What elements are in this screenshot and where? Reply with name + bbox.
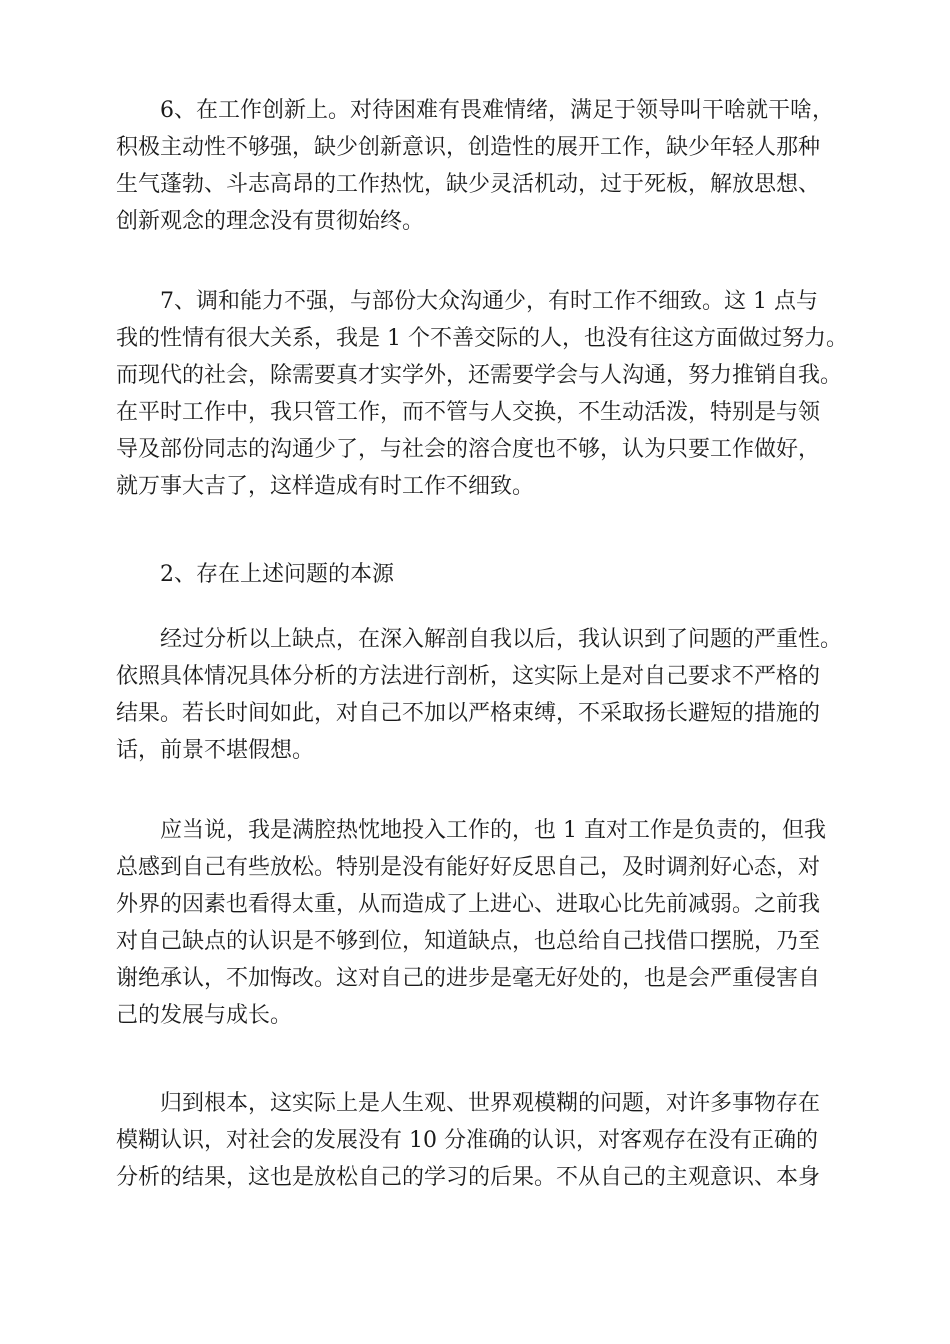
- text-line: 话，前景不堪假想。: [116, 738, 315, 763]
- text-line: 归到根本，这实际上是人生观、世界观模糊的问题，对许多事物存在: [160, 1091, 821, 1116]
- text-line: 己的发展与成长。: [116, 1003, 293, 1028]
- text-line: 依照具体情况具体分析的方法进行剖析，这实际上是对自己要求不严格的: [116, 664, 821, 689]
- paragraph-root-cause: [116, 1085, 836, 1196]
- section-heading: [116, 556, 836, 593]
- text-line: 6、在工作创新上。对待困难有畏难情绪，满足于领导叫干啥就干啥，: [160, 98, 834, 123]
- text-line: 2、存在上述问题的本源: [160, 562, 394, 587]
- text-line: 对自己缺点的认识是不够到位，知道缺点，也总给自己找借口摆脱，乃至: [116, 929, 821, 954]
- text-line: 应当说，我是满腔热忱地投入工作的，也 1 直对工作是负责的，但我: [160, 818, 826, 843]
- text-line: 生气蓬勃、斗志高昂的工作热忱，缺少灵活机动，过于死板，解放思想、: [116, 172, 821, 197]
- text-line: 谢绝承认，不加悔改。这对自己的进步是毫无好处的，也是会严重侵害自: [116, 966, 821, 991]
- text-line: 7、调和能力不强，与部份大众沟通少，有时工作不细致。这 1 点与: [160, 289, 818, 314]
- text-line: 经过分析以上缺点，在深入解剖自我以后，我认识到了问题的严重性。: [160, 627, 843, 652]
- paragraph-coordination: [116, 283, 848, 505]
- text-line: 而现代的社会，除需要真才实学外，还需要学会与人沟通，努力推销自我。: [116, 363, 843, 388]
- text-line: 分析的结果，这也是放松自己的学习的后果。不从自己的主观意识、本身: [116, 1165, 821, 1190]
- paragraph-innovation: [116, 92, 836, 240]
- text-line: 积极主动性不够强，缺少创新意识，创造性的展开工作，缺少年轻人那种: [116, 135, 821, 160]
- text-line: 导及部份同志的沟通少了，与社会的溶合度也不够，认为只要工作做好，: [116, 437, 821, 462]
- text-line: 创新观念的理念没有贯彻始终。: [116, 209, 425, 234]
- text-line: 总感到自己有些放松。特别是没有能好好反思自己，及时调剂好心态，对: [116, 855, 821, 880]
- text-line: 我的性情有很大关系，我是 1 个不善交际的人，也没有往这方面做过努力。: [116, 326, 848, 351]
- text-line: 模糊认识，对社会的发展没有 10 分准确的认识，对客观存在没有正确的: [116, 1128, 818, 1153]
- text-line: 结果。若长时间如此，对自己不加以严格束缚，不采取扬长避短的措施的: [116, 701, 821, 726]
- text-line: 就万事大吉了，这样造成有时工作不细致。: [116, 474, 535, 499]
- text-line: 在平时工作中，我只管工作，而不管与人交换，不生动活泼，特别是与领: [116, 400, 821, 425]
- paragraph-self-reflection: [116, 812, 836, 1034]
- paragraph-analysis: [116, 621, 843, 769]
- text-line: 外界的因素也看得太重，从而造成了上进心、进取心比先前减弱。之前我: [116, 892, 821, 917]
